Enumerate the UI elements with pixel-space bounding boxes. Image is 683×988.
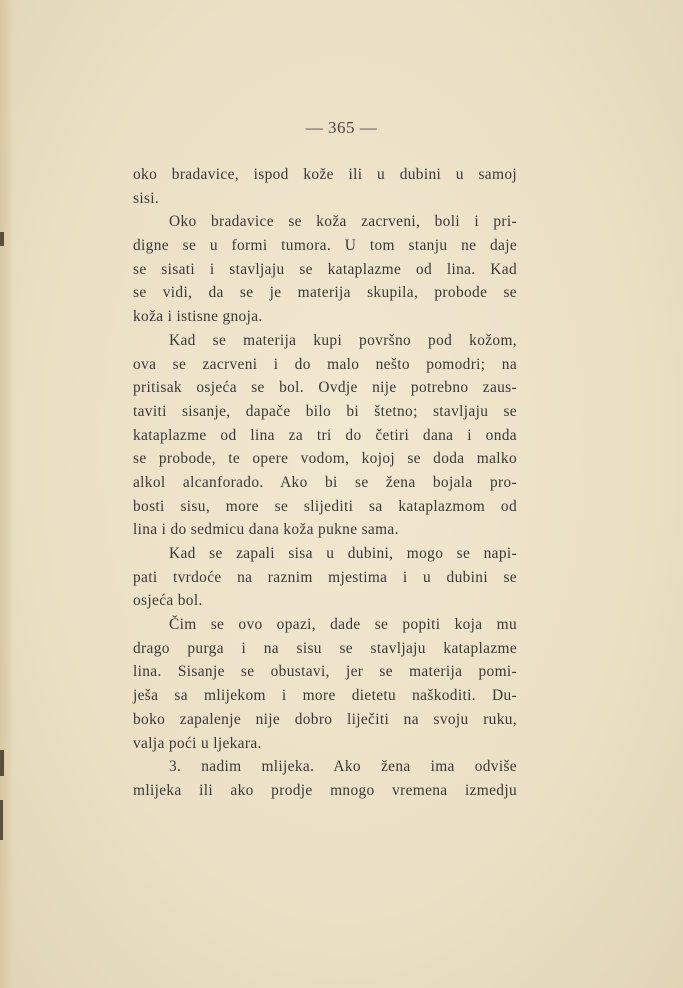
text-line: osjeća bol. — [133, 592, 203, 610]
text-line: sisi. — [133, 189, 160, 207]
text-line: ova se zacrveni i do malo nešto pomodri; na — [133, 355, 517, 373]
text-line: lina. Sisanje se obustavi, jer se materija pomi- — [133, 663, 517, 681]
binding-mark — [0, 232, 4, 246]
binding-mark — [0, 750, 4, 776]
text-line: se probode, te opere vodom, kojoj se doda malko — [133, 450, 517, 468]
text-line: boko zapalenje nije dobro liječiti na svoju ruku, — [133, 710, 517, 728]
binding-mark — [0, 800, 3, 840]
text-line: Oko bradavice se koža zacrveni, boli i pri- — [169, 213, 517, 231]
text-line: drago purga i na sisu se stavljaju kataplazme — [133, 639, 517, 657]
text-line: valja poći u ljekara. — [133, 734, 262, 752]
body-text — [133, 163, 517, 803]
text-line: Čim se ovo opazi, dade se popiti koja mu — [169, 616, 517, 634]
text-line: koža i istisne gnoja. — [133, 308, 263, 326]
text-line: oko bradavice, ispod kože ili u dubini u samoj — [133, 166, 517, 183]
text-line: se vidi, da se je materija skupila, probode se — [133, 284, 517, 302]
text-line: lina i do sedmicu dana koža pukne sama. — [133, 521, 399, 539]
text-line: digne se u formi tumora. U tom stanju ne daje — [133, 237, 517, 255]
page-number: — 365 — — [305, 118, 378, 137]
text-line: alkol alcanforado. Ako bi se žena bojala pro- — [133, 473, 517, 491]
text-line: ješa sa mlijekom i more dietetu naškoditi. Du- — [133, 687, 517, 705]
text-line: 3. nadim mlijeka. Ako žena ima odviše — [169, 758, 517, 776]
text-line: pritisak osjeća se bol. Ovdje nije potrebno zaus- — [133, 379, 517, 397]
text-line: bosti sisu, more se slijediti sa kataplazmom od — [133, 497, 517, 515]
text-line: pati tvrdoće na raznim mjestima i u dubini se — [133, 568, 517, 586]
text-line: kataplazme od lina za tri do četiri dana i onda — [133, 426, 517, 444]
text-line: mlijeka ili ako prodje mnogo vremena izmedju — [133, 781, 517, 799]
text-line: taviti sisanje, dapače bilo bi štetno; stavljaju se — [133, 402, 517, 420]
text-line: se sisati i stavljaju se kataplazme od lina. Kad — [133, 260, 517, 278]
text-line: Kad se zapali sisa u dubini, mogo se napi- — [169, 545, 517, 562]
text-line: Kad se materija kupi površno pod kožom, — [169, 331, 517, 349]
